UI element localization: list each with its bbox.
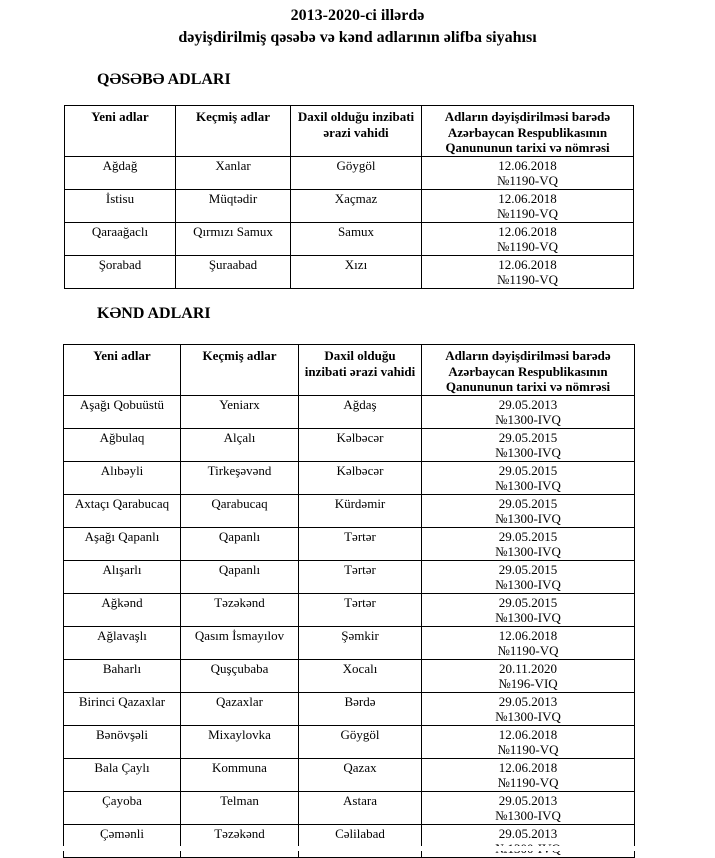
region-cell: Xocalı xyxy=(299,659,422,692)
law-number: №1300-IVQ xyxy=(495,445,561,460)
law-date: 12.06.2018 xyxy=(498,256,557,272)
law-cell xyxy=(422,461,635,494)
law-date: 29.05.2013 xyxy=(498,693,558,709)
table-header-row xyxy=(65,106,634,157)
new-name-cell: Ağkənd xyxy=(64,593,181,626)
new-name-cell: Birinci Qazaxlar xyxy=(64,692,181,725)
law-number: №1190-VQ xyxy=(496,272,559,287)
region-cell: Kəlbəcər xyxy=(299,461,422,494)
law-cell xyxy=(422,395,635,428)
table-header-row xyxy=(64,345,635,396)
new-name-cell: Çəmənli xyxy=(64,824,181,857)
new-name-cell: Baharlı xyxy=(64,659,181,692)
new-name-cell: İstisu xyxy=(65,189,176,222)
table-row xyxy=(65,222,634,255)
region-cell: Ağdaş xyxy=(299,395,422,428)
old-name-cell: Qazaxlar xyxy=(181,692,299,725)
table-row xyxy=(64,461,635,494)
law-cell xyxy=(422,527,635,560)
law-number: №1190-VQ xyxy=(496,239,559,254)
law-number: №1300-IVQ xyxy=(495,478,561,493)
region-cell: Qazax xyxy=(299,758,422,791)
new-name-cell: Qaraağaclı xyxy=(65,222,176,255)
table-row xyxy=(64,494,635,527)
new-name-cell: Axtaçı Qarabucaq xyxy=(64,494,181,527)
old-name-cell: Şuraabad xyxy=(176,255,291,288)
new-name-cell: Bala Çaylı xyxy=(64,758,181,791)
region-cell: Samux xyxy=(291,222,422,255)
header-new-names: Yeni adlar xyxy=(65,106,176,157)
old-name-cell: Xanlar xyxy=(176,156,291,189)
header-region: Daxil olduğu inzibati ərazi vahidi xyxy=(291,106,422,157)
old-name-cell: Mixaylovka xyxy=(181,725,299,758)
law-number: №1300-IVQ xyxy=(495,412,561,427)
law-number: №1300-IVQ xyxy=(495,577,561,592)
law-date: 20.11.2020 xyxy=(498,660,558,676)
old-name-cell: Qapanlı xyxy=(181,560,299,593)
law-number: №196-VIQ xyxy=(498,676,558,691)
new-name-cell: Ağbulaq xyxy=(64,428,181,461)
new-name-cell: Alıbəyli xyxy=(64,461,181,494)
law-date: 29.05.2015 xyxy=(498,528,558,544)
new-name-cell: Aşağı Qobuüstü xyxy=(64,395,181,428)
header-new-names: Yeni adlar xyxy=(64,345,181,396)
table-row xyxy=(64,626,635,659)
law-cell xyxy=(422,189,634,222)
table-row xyxy=(64,527,635,560)
law-date: 29.05.2015 xyxy=(498,495,558,511)
region-cell: Kürdəmir xyxy=(299,494,422,527)
table-row xyxy=(65,189,634,222)
header-region: Daxil olduğu inzibati ərazi vahidi xyxy=(299,345,422,396)
law-cell xyxy=(422,255,634,288)
law-cell xyxy=(422,758,635,791)
region-cell: Astara xyxy=(299,791,422,824)
header-law: Adların dəyişdirilməsi barədə Azərbaycan Respublikasının Qanununun tarixi və nömrəsi xyxy=(422,106,634,157)
new-name-cell: Aşağı Qapanlı xyxy=(64,527,181,560)
region-cell: Göygöl xyxy=(291,156,422,189)
law-cell xyxy=(422,560,635,593)
table-row xyxy=(64,791,635,824)
old-name-cell: Alçalı xyxy=(181,428,299,461)
header-old-names: Keçmiş adlar xyxy=(176,106,291,157)
law-cell xyxy=(422,494,635,527)
document-title-line-2: dəyişdirilmiş qəsəbə və kənd adlarının əlifba siyahısı xyxy=(178,29,537,46)
old-name-cell: Təzəkənd xyxy=(181,593,299,626)
new-name-cell: Ağdağ xyxy=(65,156,176,189)
law-date: 29.05.2015 xyxy=(498,462,558,478)
law-date: 12.06.2018 xyxy=(498,759,558,775)
law-cell xyxy=(422,692,635,725)
new-name-cell: Şorabad xyxy=(65,255,176,288)
law-number: №1190-VQ xyxy=(497,742,559,757)
new-name-cell: Ağlavaşlı xyxy=(64,626,181,659)
header-law: Adların dəyişdirilməsi barədə Azərbaycan Respublikasının Qanununun tarixi və nömrəsi xyxy=(422,345,635,396)
table-row xyxy=(64,758,635,791)
law-cell xyxy=(422,626,635,659)
table-row xyxy=(65,255,634,288)
page-cutoff xyxy=(0,846,715,851)
old-name-cell: Tirkeşəvənd xyxy=(181,461,299,494)
old-name-cell: Qapanlı xyxy=(181,527,299,560)
law-number: №1300-IVQ xyxy=(495,544,561,559)
table-row xyxy=(64,593,635,626)
old-name-cell: Kommuna xyxy=(181,758,299,791)
law-cell xyxy=(422,222,634,255)
region-cell: Xızı xyxy=(291,255,422,288)
old-name-cell: Müqtədir xyxy=(176,189,291,222)
region-cell: Şəmkir xyxy=(299,626,422,659)
law-cell xyxy=(422,659,635,692)
old-name-cell: Təzəkənd xyxy=(181,824,299,857)
region-cell: Tərtər xyxy=(299,593,422,626)
old-name-cell: Qasım İsmayılov xyxy=(181,626,299,659)
law-cell xyxy=(422,824,635,857)
new-name-cell: Alışarlı xyxy=(64,560,181,593)
law-number: №1190-VQ xyxy=(497,775,559,790)
law-cell xyxy=(422,593,635,626)
law-number: №1300-IVQ xyxy=(495,610,561,625)
settlements-table xyxy=(64,105,634,289)
table-row xyxy=(64,725,635,758)
law-cell xyxy=(422,428,635,461)
region-cell: Kəlbəcər xyxy=(299,428,422,461)
new-name-cell: Çayoba xyxy=(64,791,181,824)
settlements-table-body xyxy=(65,156,634,288)
law-date: 29.05.2015 xyxy=(498,429,558,445)
old-name-cell: Quşçubaba xyxy=(181,659,299,692)
law-date: 29.05.2015 xyxy=(498,561,558,577)
law-date: 12.06.2018 xyxy=(498,157,557,173)
region-cell: Xaçmaz xyxy=(291,189,422,222)
region-cell: Bərdə xyxy=(299,692,422,725)
region-cell: Göygöl xyxy=(299,725,422,758)
document-title-line-1: 2013-2020-ci illərdə xyxy=(290,7,425,24)
law-date: 29.05.2013 xyxy=(498,825,558,841)
new-name-cell: Bənövşəli xyxy=(64,725,181,758)
law-number: №1190-VQ xyxy=(496,173,559,188)
table-row xyxy=(64,395,635,428)
law-date: 29.05.2013 xyxy=(498,792,558,808)
old-name-cell: Qırmızı Samux xyxy=(176,222,291,255)
header-old-names: Keçmiş adlar xyxy=(181,345,299,396)
law-number: №1190-VQ xyxy=(497,643,559,658)
region-cell: Cəlilabad xyxy=(299,824,422,857)
table-row xyxy=(64,428,635,461)
table-row xyxy=(64,659,635,692)
law-number: №1300-IVQ xyxy=(495,511,561,526)
old-name-cell: Yeniarx xyxy=(181,395,299,428)
law-number: №1190-VQ xyxy=(496,206,559,221)
law-cell xyxy=(422,725,635,758)
region-cell: Tərtər xyxy=(299,527,422,560)
settlements-heading: QƏSƏBƏ ADLARI xyxy=(97,71,231,88)
law-cell xyxy=(422,156,634,189)
villages-table-body xyxy=(64,395,635,857)
law-date: 29.05.2015 xyxy=(498,594,558,610)
law-cell xyxy=(422,791,635,824)
law-number: №1300-IVQ xyxy=(495,808,561,823)
law-date: 12.06.2018 xyxy=(498,627,558,643)
table-row xyxy=(64,560,635,593)
law-date: 12.06.2018 xyxy=(498,726,558,742)
villages-heading: KƏND ADLARI xyxy=(97,305,211,322)
law-date: 29.05.2013 xyxy=(498,396,558,412)
region-cell: Tərtər xyxy=(299,560,422,593)
law-number: №1300-IVQ xyxy=(495,709,561,724)
old-name-cell: Qarabucaq xyxy=(181,494,299,527)
law-date: 12.06.2018 xyxy=(498,190,557,206)
old-name-cell: Telman xyxy=(181,791,299,824)
villages-table xyxy=(63,344,635,858)
table-row xyxy=(64,692,635,725)
table-row xyxy=(65,156,634,189)
table-row xyxy=(64,824,635,857)
law-date: 12.06.2018 xyxy=(498,223,557,239)
